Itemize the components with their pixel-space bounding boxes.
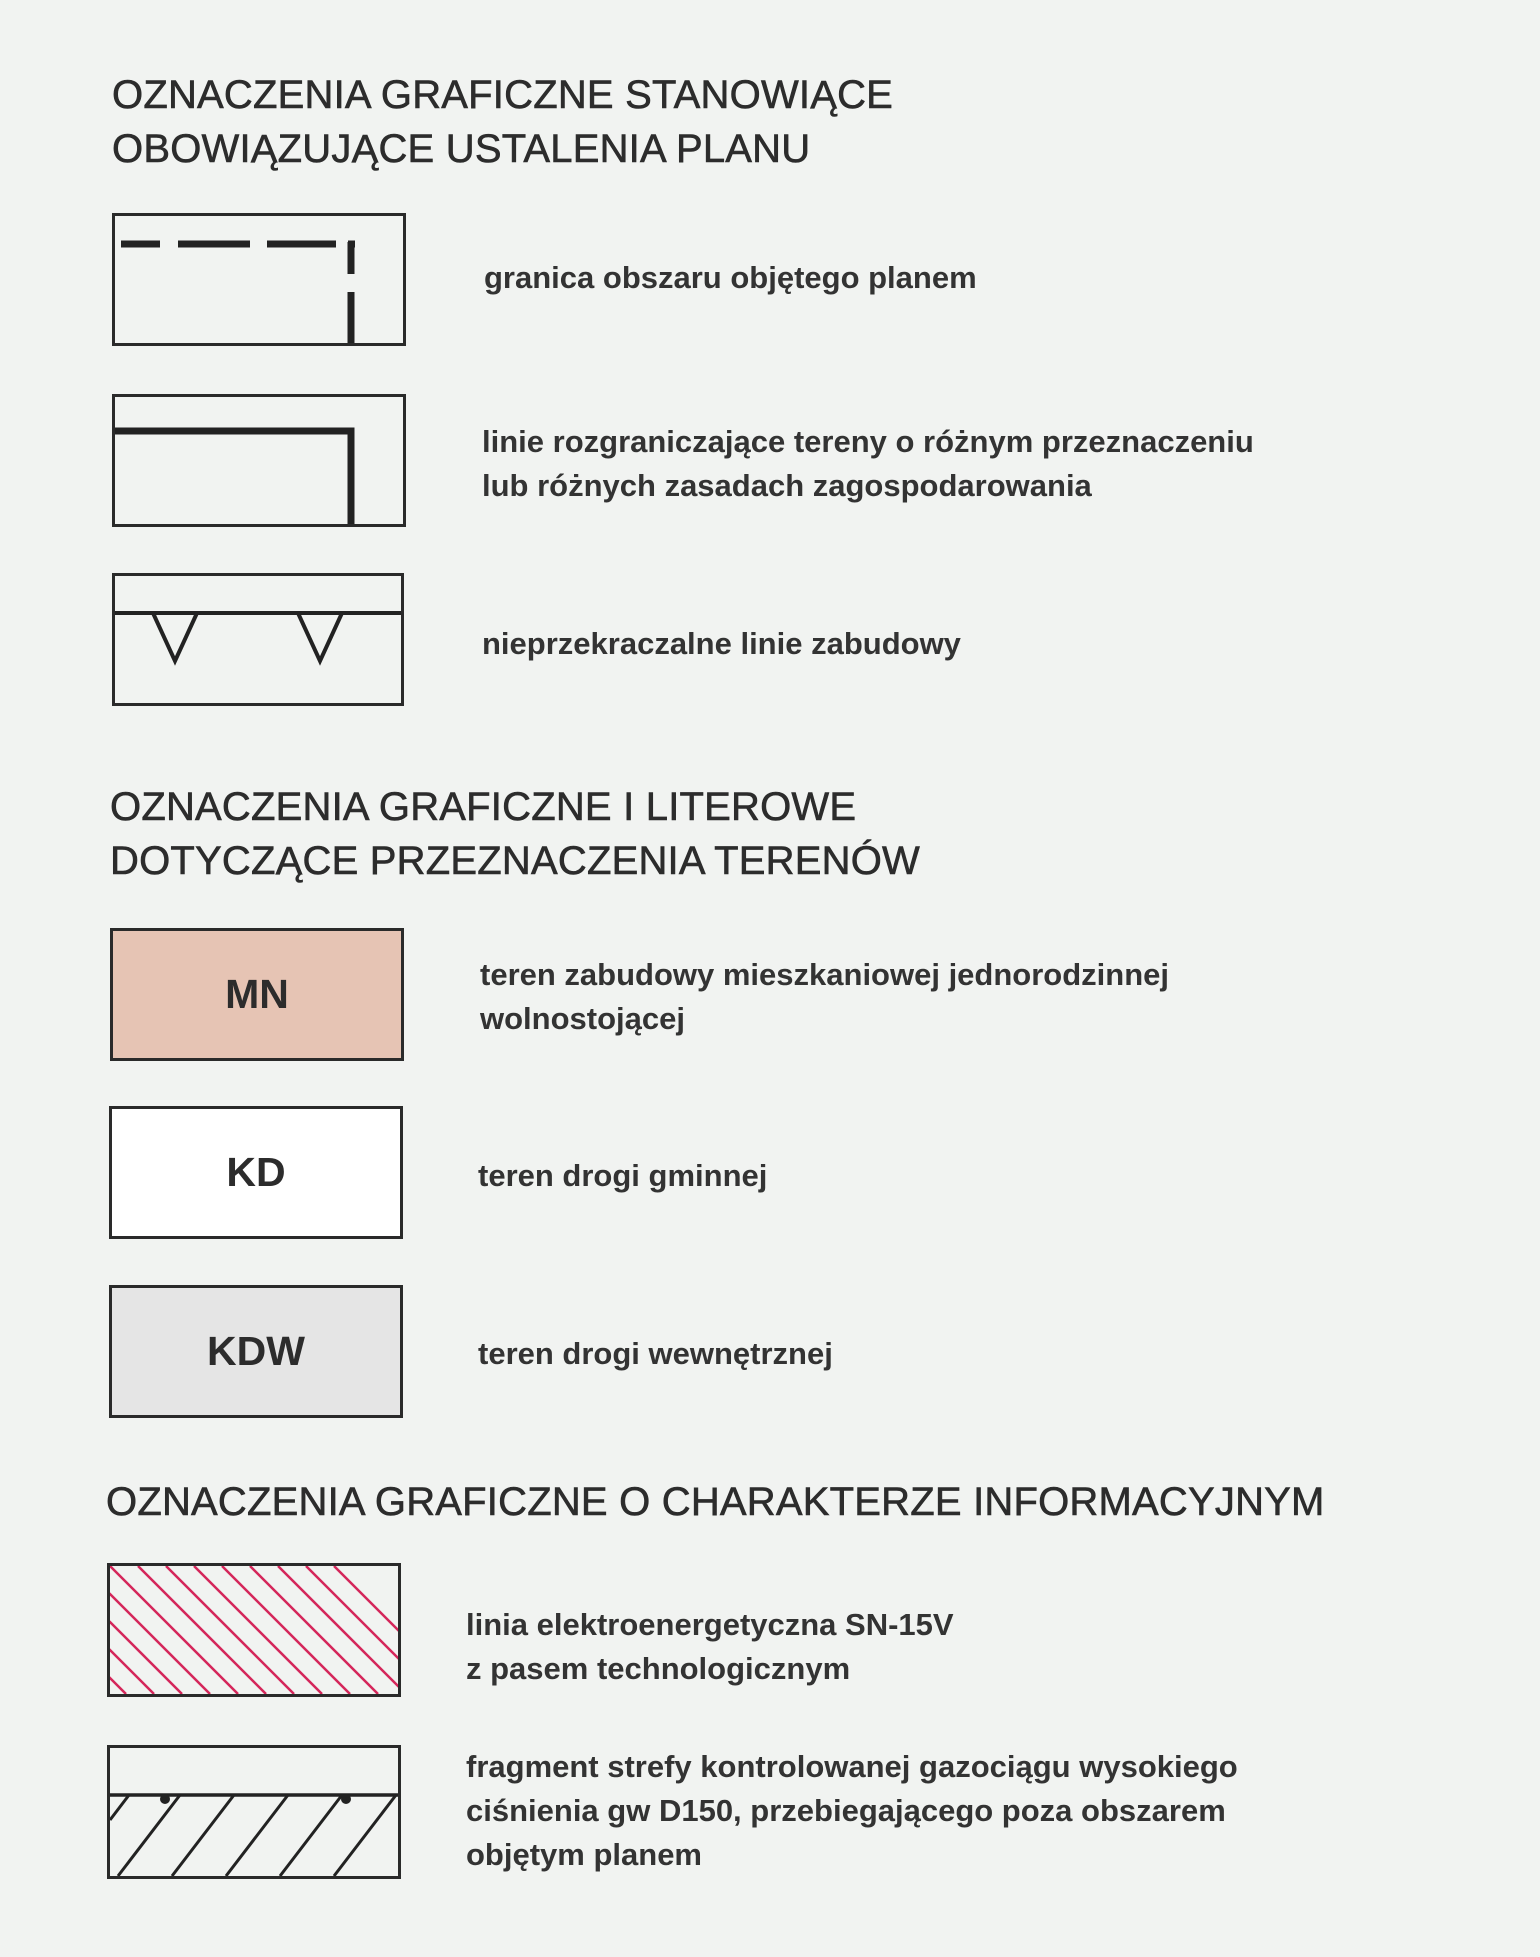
legend-description <box>480 953 1169 1041</box>
description-line: granica obszaru objętego planem <box>484 260 977 295</box>
heading-line: OZNACZENIA GRAFICZNE O CHARAKTERZE INFORMACYJNYM <box>106 1480 1325 1524</box>
heading-line: OZNACZENIA GRAFICZNE STANOWIĄCE <box>112 73 894 117</box>
gas-pipeline-zone-icon <box>107 1745 401 1879</box>
land-use-kd-swatch <box>109 1106 403 1239</box>
description-line: teren drogi wewnętrznej <box>478 1336 833 1371</box>
legend-description <box>482 622 961 666</box>
land-use-mn-swatch <box>110 928 404 1061</box>
legend-description <box>484 256 977 300</box>
land-use-kdw-swatch <box>109 1285 403 1418</box>
legend-description <box>466 1745 1238 1877</box>
land-use-code: KD <box>226 1149 286 1195</box>
description-line: wolnostojącej <box>480 1001 685 1036</box>
description-line: teren zabudowy mieszkaniowej jednorodzinnej <box>480 957 1170 992</box>
description-line: lub różnych zasadach zagospodarowania <box>482 468 1092 503</box>
power-line-hatch-icon <box>107 1563 401 1697</box>
description-line: objętym planem <box>466 1837 702 1872</box>
heading-line: OBOWIĄZUJĄCE USTALENIA PLANU <box>112 127 811 171</box>
land-use-code: MN <box>225 971 289 1017</box>
building-line-icon <box>112 573 404 706</box>
description-line: linie rozgraniczające tereny o różnym przeznaczeniu <box>482 424 1254 459</box>
section-heading-informational <box>106 1475 1325 1529</box>
heading-line: DOTYCZĄCE PRZEZNACZENIA TERENÓW <box>110 839 920 883</box>
section-heading-binding-provisions <box>112 68 893 176</box>
demarcation-lines-icon <box>112 394 406 527</box>
description-line: ciśnienia gw D150, przebiegającego poza obszarem <box>466 1793 1226 1828</box>
legend-description <box>478 1332 833 1376</box>
legend-description <box>478 1154 767 1198</box>
boundary-plan-icon <box>112 213 406 346</box>
description-line: teren drogi gminnej <box>478 1158 768 1193</box>
description-line: z pasem technologicznym <box>466 1651 851 1686</box>
legend-description <box>482 420 1254 508</box>
legend-description <box>466 1603 954 1691</box>
description-line: linia elektroenergetyczna SN-15V <box>466 1607 954 1642</box>
section-heading-land-use <box>110 780 920 888</box>
land-use-code: KDW <box>207 1328 305 1374</box>
heading-line: OZNACZENIA GRAFICZNE I LITEROWE <box>110 785 857 829</box>
description-line: fragment strefy kontrolowanej gazociągu wysokiego <box>466 1749 1238 1784</box>
description-line: nieprzekraczalne linie zabudowy <box>482 626 961 661</box>
